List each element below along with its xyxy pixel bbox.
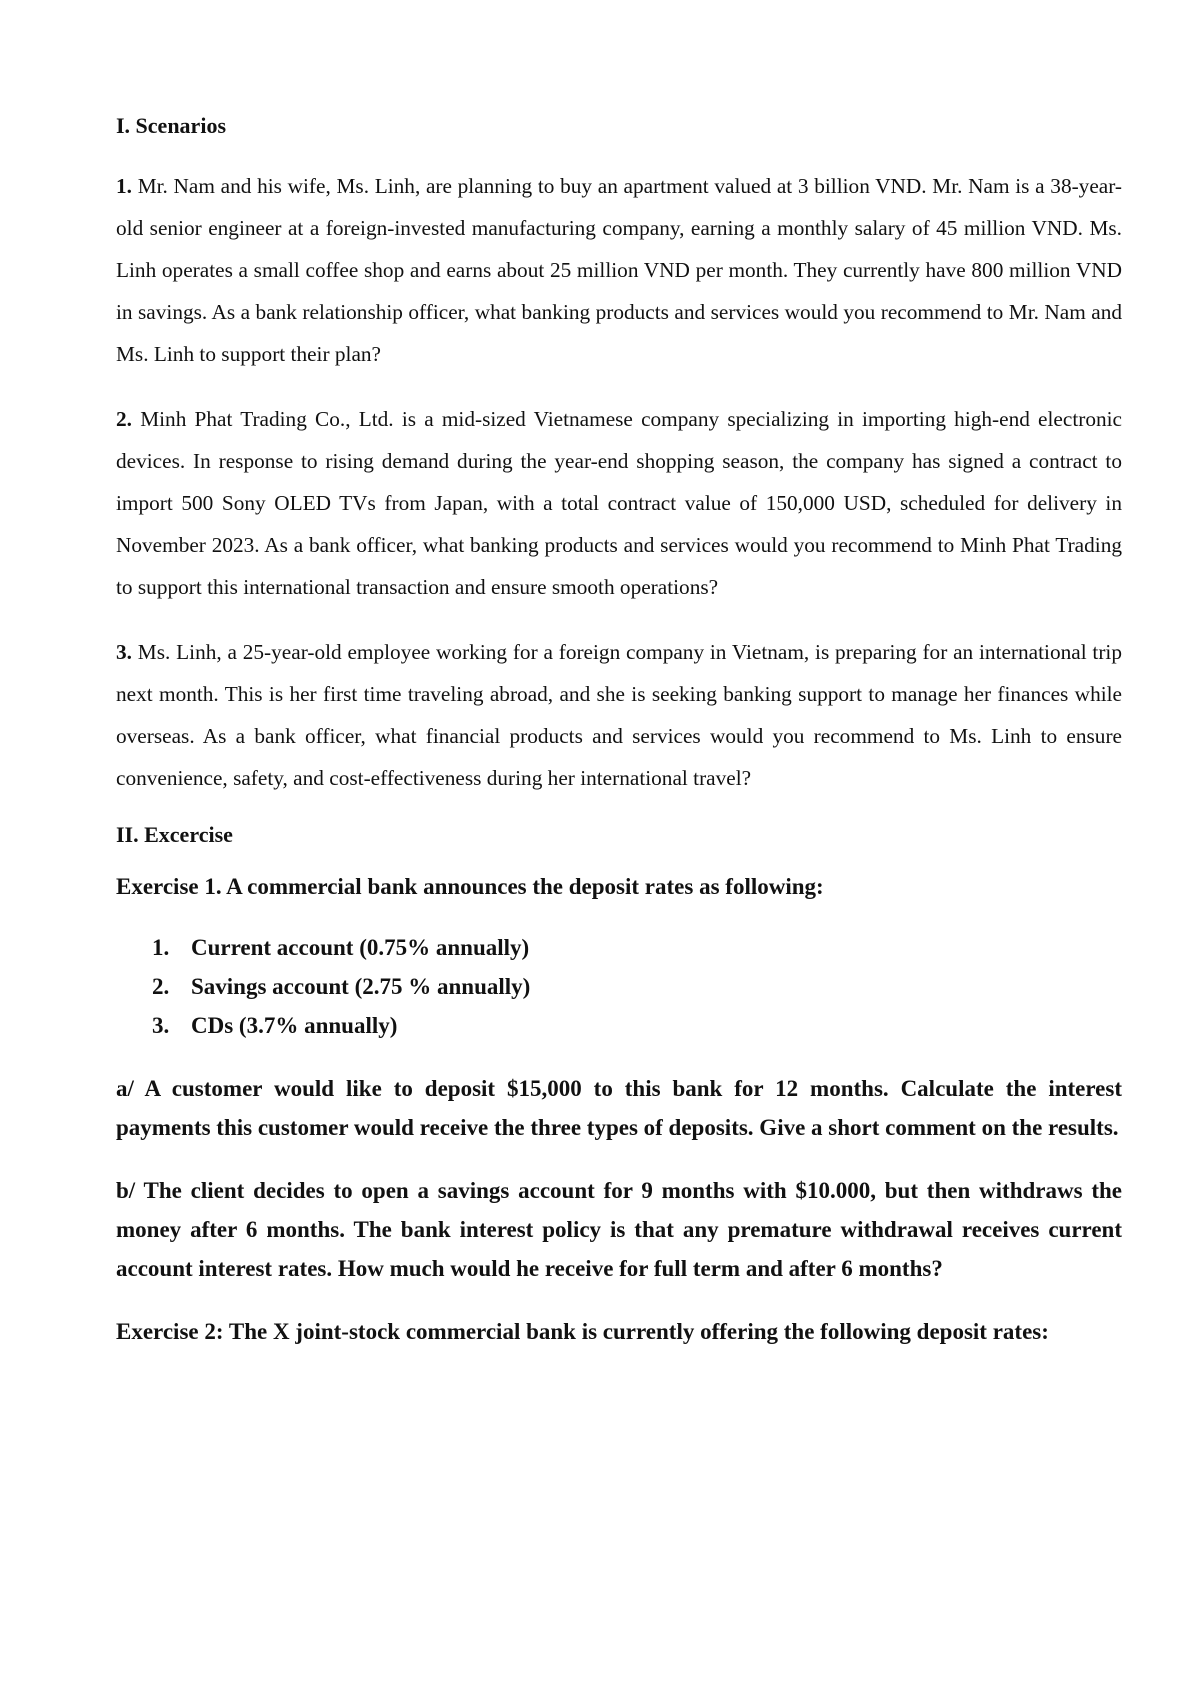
scenario-number: 1. — [116, 174, 132, 198]
scenario-text: Mr. Nam and his wife, Ms. Linh, are planning to buy an apartment valued at 3 billion VND. Mr. Nam is a 38-year-old senior engineer at a foreign-invested manufacturing company, earning a monthly salary of 45 million VND. Ms. Linh operates a small coffee shop and earns about 25 million VND per month. They currently have 800 million VND in savings. As a bank relationship officer, what banking products and services would you recommend to Mr. Nam and Ms. Linh to support their plan? — [116, 174, 1122, 366]
scenario-1 — [116, 165, 1122, 375]
exercise-1-intro: A commercial bank announces the deposit rates as following: — [221, 874, 824, 899]
deposit-rate-list — [116, 928, 1122, 1045]
exercise-1-part-b: b/ The client decides to open a savings account for 9 months with $10.000, but then withdraws the money after 6 months. The bank interest policy is that any premature withdrawal receives current account interest rates. How much would he receive for full term and after 6 months? — [116, 1178, 1122, 1281]
exercise-1-heading — [116, 867, 1122, 906]
list-item-number: 3. — [152, 1013, 170, 1038]
scenario-text: Minh Phat Trading Co., Ltd. is a mid-sized Vietnamese company specializing in importing high-end electronic devices. In response to rising demand during the year-end shopping season, the company has signed a contract to import 500 Sony OLED TVs from Japan, with a total contract value of 150,000 USD, scheduled for delivery in November 2023. As a bank officer, what banking products and services would you recommend to Minh Phat Trading to support this international transaction and ensure smooth operations? — [116, 407, 1123, 599]
section-heading-exercise: II. Excercise — [116, 822, 233, 847]
exercise-1-part-a: a/ A customer would like to deposit $15,000 to this bank for 12 months. Calculate the interest payments this customer would receive the three types of deposits. Give a short comment on the results. — [116, 1076, 1122, 1140]
list-item — [152, 967, 1122, 1006]
scenario-number: 3. — [116, 640, 132, 664]
list-item-number: 2. — [152, 974, 170, 999]
list-item-text: Savings account (2.75 % annually) — [191, 974, 531, 999]
scenario-2 — [116, 398, 1122, 608]
list-item — [152, 928, 1122, 967]
list-item-text: Current account (0.75% annually) — [191, 935, 530, 960]
exercise-2-intro: The X joint-stock commercial bank is currently offering the following deposit rates: — [223, 1319, 1049, 1344]
scenario-text: Ms. Linh, a 25-year-old employee working for a foreign company in Vietnam, is preparing for an international trip next month. This is her first time traveling abroad, and she is seeking banking support to manage her finances while overseas. As a bank officer, what financial products and services would you recommend to Ms. Linh to ensure convenience, safety, and cost-effectiveness during her international travel? — [116, 640, 1123, 790]
scenario-number: 2. — [116, 407, 132, 431]
section-heading-scenarios: I. Scenarios — [116, 113, 226, 138]
list-item — [152, 1006, 1122, 1045]
document-page — [116, 112, 1122, 1351]
exercise-2-label: Exercise 2: — [116, 1319, 224, 1344]
scenario-3 — [116, 631, 1122, 799]
list-item-text: CDs (3.7% annually) — [191, 1013, 398, 1038]
exercise-2-heading — [116, 1312, 1122, 1351]
exercise-1-label: Exercise 1. — [116, 874, 222, 899]
list-item-number: 1. — [152, 935, 170, 960]
